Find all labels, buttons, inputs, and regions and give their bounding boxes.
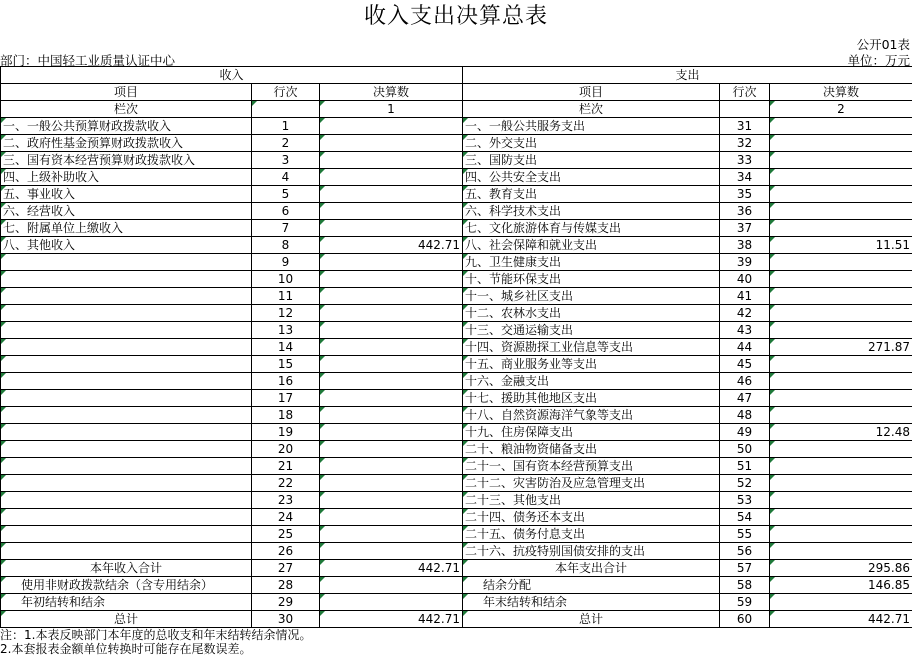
expense-summary-item: 结余分配: [463, 577, 720, 594]
table-row: [1, 186, 912, 203]
table-row: [1, 424, 912, 441]
expense-row-header: 行次: [720, 84, 770, 101]
expense-amount: [770, 526, 912, 543]
income-amount: [320, 135, 463, 152]
expense-summary-row-no: 60: [720, 611, 770, 628]
expense-item: 十三、交通运输支出: [463, 322, 720, 339]
expense-row-no: 44: [720, 339, 770, 356]
income-row-no: 22: [252, 475, 320, 492]
expense-amount: [770, 118, 912, 135]
income-row-no: 13: [252, 322, 320, 339]
income-item: 五、事业收入: [1, 186, 252, 203]
expense-row-no: 46: [720, 373, 770, 390]
income-item: [1, 526, 252, 543]
income-summary-amount: 442.71: [320, 560, 463, 577]
expense-item: 二十六、抗疫特别国债安排的支出: [463, 543, 720, 560]
expense-section-header: 支出: [463, 67, 912, 84]
table-row: [1, 152, 912, 169]
income-row-no: 4: [252, 169, 320, 186]
table-row: [1, 526, 912, 543]
expense-item: 二十一、国有资本经营预算支出: [463, 458, 720, 475]
expense-item: 十七、援助其他地区支出: [463, 390, 720, 407]
income-row-no: 26: [252, 543, 320, 560]
department-label: 部门：中国轻工业质量认证中心: [0, 53, 176, 68]
income-amount: [320, 390, 463, 407]
income-row-no: 3: [252, 152, 320, 169]
income-amount: [320, 254, 463, 271]
income-lanci-label: 栏次: [1, 101, 252, 118]
table-row: [1, 458, 912, 475]
expense-amount: [770, 492, 912, 509]
income-summary-item: 年初结转和结余: [1, 594, 252, 611]
table-row: [1, 390, 912, 407]
income-amount: [320, 118, 463, 135]
income-item: [1, 339, 252, 356]
table-row: [1, 220, 912, 237]
expense-row-no: 40: [720, 271, 770, 288]
expense-row-no: 33: [720, 152, 770, 169]
income-item: [1, 543, 252, 560]
expense-row-no: 55: [720, 526, 770, 543]
expense-item: 六、科学技术支出: [463, 203, 720, 220]
income-item: 二、政府性基金预算财政拨款收入: [1, 135, 252, 152]
income-item: [1, 441, 252, 458]
income-summary-row-no: 28: [252, 577, 320, 594]
income-item: 六、经营收入: [1, 203, 252, 220]
expense-row-no: 35: [720, 186, 770, 203]
expense-item: 四、公共安全支出: [463, 169, 720, 186]
table-row: [1, 407, 912, 424]
summary-row: [1, 611, 912, 628]
expense-summary-amount: 295.86: [770, 560, 912, 577]
expense-amount: [770, 475, 912, 492]
income-item: [1, 271, 252, 288]
income-row-no: 16: [252, 373, 320, 390]
income-row-no: 25: [252, 526, 320, 543]
expense-item: 一、一般公共服务支出: [463, 118, 720, 135]
income-lanci-col: 1: [320, 101, 463, 118]
income-amount: [320, 424, 463, 441]
income-item: [1, 458, 252, 475]
income-amount: [320, 509, 463, 526]
expense-amount: [770, 254, 912, 271]
expense-amount: [770, 441, 912, 458]
income-lanci-row: [252, 101, 320, 118]
income-item-header: 项目: [1, 84, 252, 101]
income-amount: [320, 288, 463, 305]
expense-summary-amount: 146.85: [770, 577, 912, 594]
expense-item: 二十三、其他支出: [463, 492, 720, 509]
income-summary-amount: [320, 577, 463, 594]
income-amount: [320, 492, 463, 509]
income-item: [1, 424, 252, 441]
income-amount: [320, 441, 463, 458]
income-row-header: 行次: [252, 84, 320, 101]
income-summary-item: 总计: [1, 611, 252, 628]
expense-summary-item: 本年支出合计: [463, 560, 720, 577]
expense-item: 十四、资源勘探工业信息等支出: [463, 339, 720, 356]
expense-item: 十一、城乡社区支出: [463, 288, 720, 305]
expense-amount: 12.48: [770, 424, 912, 441]
expense-row-no: 39: [720, 254, 770, 271]
income-amount: [320, 322, 463, 339]
income-amount: [320, 526, 463, 543]
notes: [0, 628, 311, 656]
expense-item: 十八、自然资源海洋气象等支出: [463, 407, 720, 424]
expense-summary-row-no: 57: [720, 560, 770, 577]
income-amount: [320, 407, 463, 424]
income-item: [1, 305, 252, 322]
summary-row: [1, 560, 912, 577]
income-item: [1, 475, 252, 492]
income-row-no: 7: [252, 220, 320, 237]
income-item: [1, 390, 252, 407]
income-row-no: 6: [252, 203, 320, 220]
summary-row: [1, 577, 912, 594]
expense-item-header: 项目: [463, 84, 720, 101]
expense-row-no: 42: [720, 305, 770, 322]
table-row: [1, 373, 912, 390]
income-item: [1, 356, 252, 373]
income-summary-amount: [320, 594, 463, 611]
income-amount: [320, 543, 463, 560]
expense-row-no: 47: [720, 390, 770, 407]
expense-amount: [770, 169, 912, 186]
expense-amount: [770, 509, 912, 526]
expense-amount: [770, 407, 912, 424]
income-row-no: 12: [252, 305, 320, 322]
income-row-no: 24: [252, 509, 320, 526]
table-row: [1, 254, 912, 271]
table-row: [1, 118, 912, 135]
expense-row-no: 36: [720, 203, 770, 220]
expense-amount: [770, 288, 912, 305]
expense-item: 二十、粮油物资储备支出: [463, 441, 720, 458]
expense-amount: [770, 373, 912, 390]
expense-item: 十、节能环保支出: [463, 271, 720, 288]
expense-amount: [770, 135, 912, 152]
income-row-no: 2: [252, 135, 320, 152]
expense-row-no: 43: [720, 322, 770, 339]
income-item: 三、国有资本经营预算财政拨款收入: [1, 152, 252, 169]
expense-row-no: 53: [720, 492, 770, 509]
income-amount: 442.71: [320, 237, 463, 254]
expense-amount: [770, 390, 912, 407]
income-row-no: 21: [252, 458, 320, 475]
income-amount: [320, 152, 463, 169]
expense-row-no: 38: [720, 237, 770, 254]
expense-summary-amount: [770, 594, 912, 611]
expense-row-no: 54: [720, 509, 770, 526]
table-row: [1, 509, 912, 526]
income-row-no: 14: [252, 339, 320, 356]
income-summary-item: 使用非财政拨款结余（含专用结余）: [1, 577, 252, 594]
income-item: [1, 322, 252, 339]
income-item: [1, 373, 252, 390]
expense-item: 九、卫生健康支出: [463, 254, 720, 271]
expense-item: 十五、商业服务业等支出: [463, 356, 720, 373]
expense-item: 十九、住房保障支出: [463, 424, 720, 441]
expense-amount: [770, 458, 912, 475]
expense-summary-item: 总计: [463, 611, 720, 628]
income-row-no: 15: [252, 356, 320, 373]
table-row: [1, 271, 912, 288]
expense-amount: [770, 271, 912, 288]
table-row: [1, 356, 912, 373]
expense-row-no: 48: [720, 407, 770, 424]
income-row-no: 19: [252, 424, 320, 441]
expense-item: 二十五、债务付息支出: [463, 526, 720, 543]
income-amount: [320, 356, 463, 373]
income-row-no: 10: [252, 271, 320, 288]
income-item: 七、附属单位上缴收入: [1, 220, 252, 237]
income-row-no: 20: [252, 441, 320, 458]
expense-amount: 271.87: [770, 339, 912, 356]
expense-amount: [770, 186, 912, 203]
income-section-header: 收入: [1, 67, 463, 84]
expense-row-no: 34: [720, 169, 770, 186]
expense-item: 二、外交支出: [463, 135, 720, 152]
expense-amount: 11.51: [770, 237, 912, 254]
expense-amount-header: 决算数: [770, 84, 912, 101]
expense-lanci-row: [720, 101, 770, 118]
income-amount: [320, 339, 463, 356]
income-row-no: 23: [252, 492, 320, 509]
budget-table: [0, 66, 912, 628]
expense-row-no: 45: [720, 356, 770, 373]
table-row: [1, 475, 912, 492]
income-amount: [320, 475, 463, 492]
form-code: 公开01表: [856, 37, 910, 52]
income-row-no: 18: [252, 407, 320, 424]
expense-item: 二十四、债务还本支出: [463, 509, 720, 526]
income-summary-item: 本年收入合计: [1, 560, 252, 577]
income-item: 八、其他收入: [1, 237, 252, 254]
expense-row-no: 41: [720, 288, 770, 305]
table-row: [1, 492, 912, 509]
expense-row-no: 49: [720, 424, 770, 441]
table-row: [1, 339, 912, 356]
expense-item: 十二、农林水支出: [463, 305, 720, 322]
income-item: 一、一般公共预算财政拨款收入: [1, 118, 252, 135]
table-row: [1, 237, 912, 254]
expense-item: 七、文化旅游体育与传媒支出: [463, 220, 720, 237]
income-amount: [320, 220, 463, 237]
expense-item: 二十二、灾害防治及应急管理支出: [463, 475, 720, 492]
expense-amount: [770, 356, 912, 373]
table-row: [1, 169, 912, 186]
note-1: 注：1.本表反映部门本年度的总收支和年末结转结余情况。: [0, 628, 312, 642]
income-item: [1, 509, 252, 526]
expense-lanci-col: 2: [770, 101, 912, 118]
expense-summary-amount: 442.71: [770, 611, 912, 628]
income-row-no: 11: [252, 288, 320, 305]
income-amount-header: 决算数: [320, 84, 463, 101]
income-summary-row-no: 27: [252, 560, 320, 577]
income-item: [1, 492, 252, 509]
expense-row-no: 37: [720, 220, 770, 237]
expense-summary-item: 年末结转和结余: [463, 594, 720, 611]
expense-row-no: 51: [720, 458, 770, 475]
note-2: 2.本套报表金额单位转换时可能存在尾数误差。: [0, 642, 252, 656]
expense-item: 十六、金融支出: [463, 373, 720, 390]
table-row: [1, 305, 912, 322]
expense-row-no: 50: [720, 441, 770, 458]
expense-row-no: 32: [720, 135, 770, 152]
income-item: [1, 288, 252, 305]
income-amount: [320, 186, 463, 203]
income-amount: [320, 305, 463, 322]
income-row-no: 17: [252, 390, 320, 407]
income-amount: [320, 458, 463, 475]
expense-item: 三、国防支出: [463, 152, 720, 169]
expense-amount: [770, 543, 912, 560]
income-summary-row-no: 29: [252, 594, 320, 611]
page-title: 收入支出决算总表: [363, 4, 548, 29]
unit-label: 单位：万元: [847, 53, 910, 68]
expense-item: 八、社会保障和就业支出: [463, 237, 720, 254]
income-row-no: 5: [252, 186, 320, 203]
expense-summary-row-no: 58: [720, 577, 770, 594]
income-row-no: 8: [252, 237, 320, 254]
expense-row-no: 31: [720, 118, 770, 135]
table-row: [1, 135, 912, 152]
income-item: [1, 254, 252, 271]
income-summary-amount: 442.71: [320, 611, 463, 628]
income-row-no: 1: [252, 118, 320, 135]
income-item: [1, 407, 252, 424]
expense-amount: [770, 305, 912, 322]
expense-lanci-label: 栏次: [463, 101, 720, 118]
table-row: [1, 203, 912, 220]
income-row-no: 9: [252, 254, 320, 271]
expense-row-no: 52: [720, 475, 770, 492]
expense-summary-row-no: 59: [720, 594, 770, 611]
expense-row-no: 56: [720, 543, 770, 560]
table-row: [1, 543, 912, 560]
income-item: 四、上级补助收入: [1, 169, 252, 186]
expense-item: 五、教育支出: [463, 186, 720, 203]
income-amount: [320, 271, 463, 288]
summary-row: [1, 594, 912, 611]
income-summary-row-no: 30: [252, 611, 320, 628]
income-amount: [320, 373, 463, 390]
table-row: [1, 441, 912, 458]
expense-amount: [770, 322, 912, 339]
expense-amount: [770, 152, 912, 169]
expense-amount: [770, 203, 912, 220]
income-amount: [320, 203, 463, 220]
income-amount: [320, 169, 463, 186]
table-row: [1, 288, 912, 305]
expense-amount: [770, 220, 912, 237]
table-row: [1, 322, 912, 339]
